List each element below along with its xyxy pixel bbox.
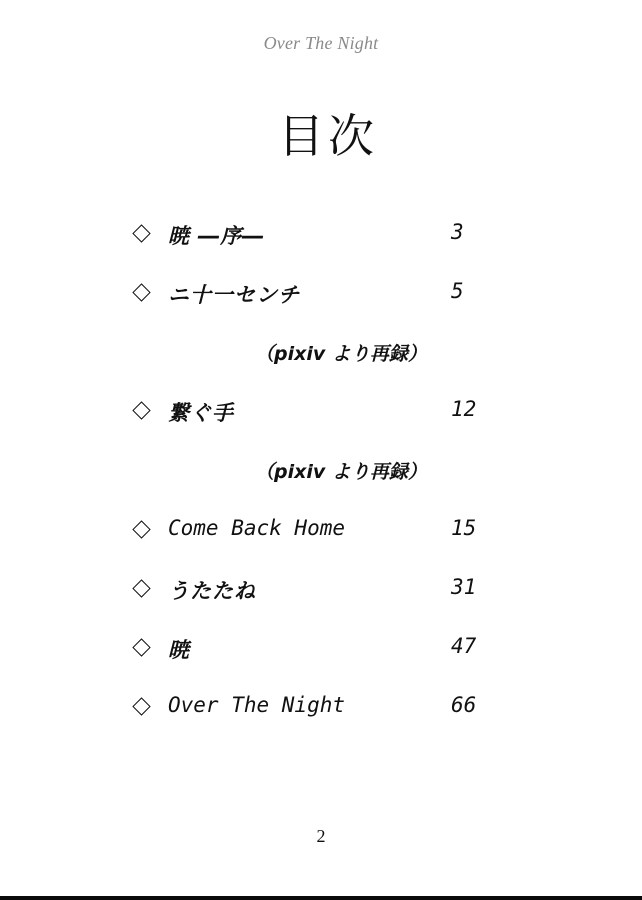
toc-entry-title: Come Back Home [168, 516, 346, 540]
diamond-bullet-icon [132, 283, 150, 301]
diamond-bullet-icon [132, 638, 150, 656]
toc-entry-title: 暁 [168, 638, 190, 662]
toc-entry-page: 31 [451, 575, 477, 599]
toc-title: 目次 [278, 109, 378, 163]
toc-entry [130, 395, 490, 431]
toc-entry [130, 218, 490, 254]
bottom-border [0, 896, 642, 900]
toc-entry [130, 277, 490, 313]
toc-entry-note: （pixiv より再録） [255, 461, 427, 483]
toc-entry [130, 632, 490, 668]
toc-entry-title: ニ十一センチ [168, 283, 300, 307]
toc-entry [130, 514, 490, 550]
toc-entry-title: 暁 ―序― [168, 224, 265, 248]
toc-entry-page: 15 [451, 516, 477, 540]
toc-entry-title: うたたね [168, 579, 256, 603]
toc-entry-note: （pixiv より再録） [255, 343, 427, 365]
toc-entry-page: 5 [451, 279, 464, 303]
diamond-bullet-icon [132, 579, 150, 597]
toc-entry-title: Over The Night [168, 693, 346, 717]
toc-entry-page: 66 [451, 693, 477, 717]
running-header-title: Over The Night [263, 33, 379, 53]
diamond-bullet-icon [132, 401, 150, 419]
toc-entry [130, 573, 490, 609]
page-number: 2 [316, 826, 326, 846]
toc-entry-page: 3 [451, 220, 464, 244]
diamond-bullet-icon [132, 224, 150, 242]
diamond-bullet-icon [132, 520, 150, 538]
toc-entry-page: 12 [451, 397, 477, 421]
toc-entry-title: 繋ぐ手 [168, 401, 234, 425]
toc-entry [130, 691, 490, 727]
toc-entry-page: 47 [451, 634, 477, 658]
diamond-bullet-icon [132, 697, 150, 715]
